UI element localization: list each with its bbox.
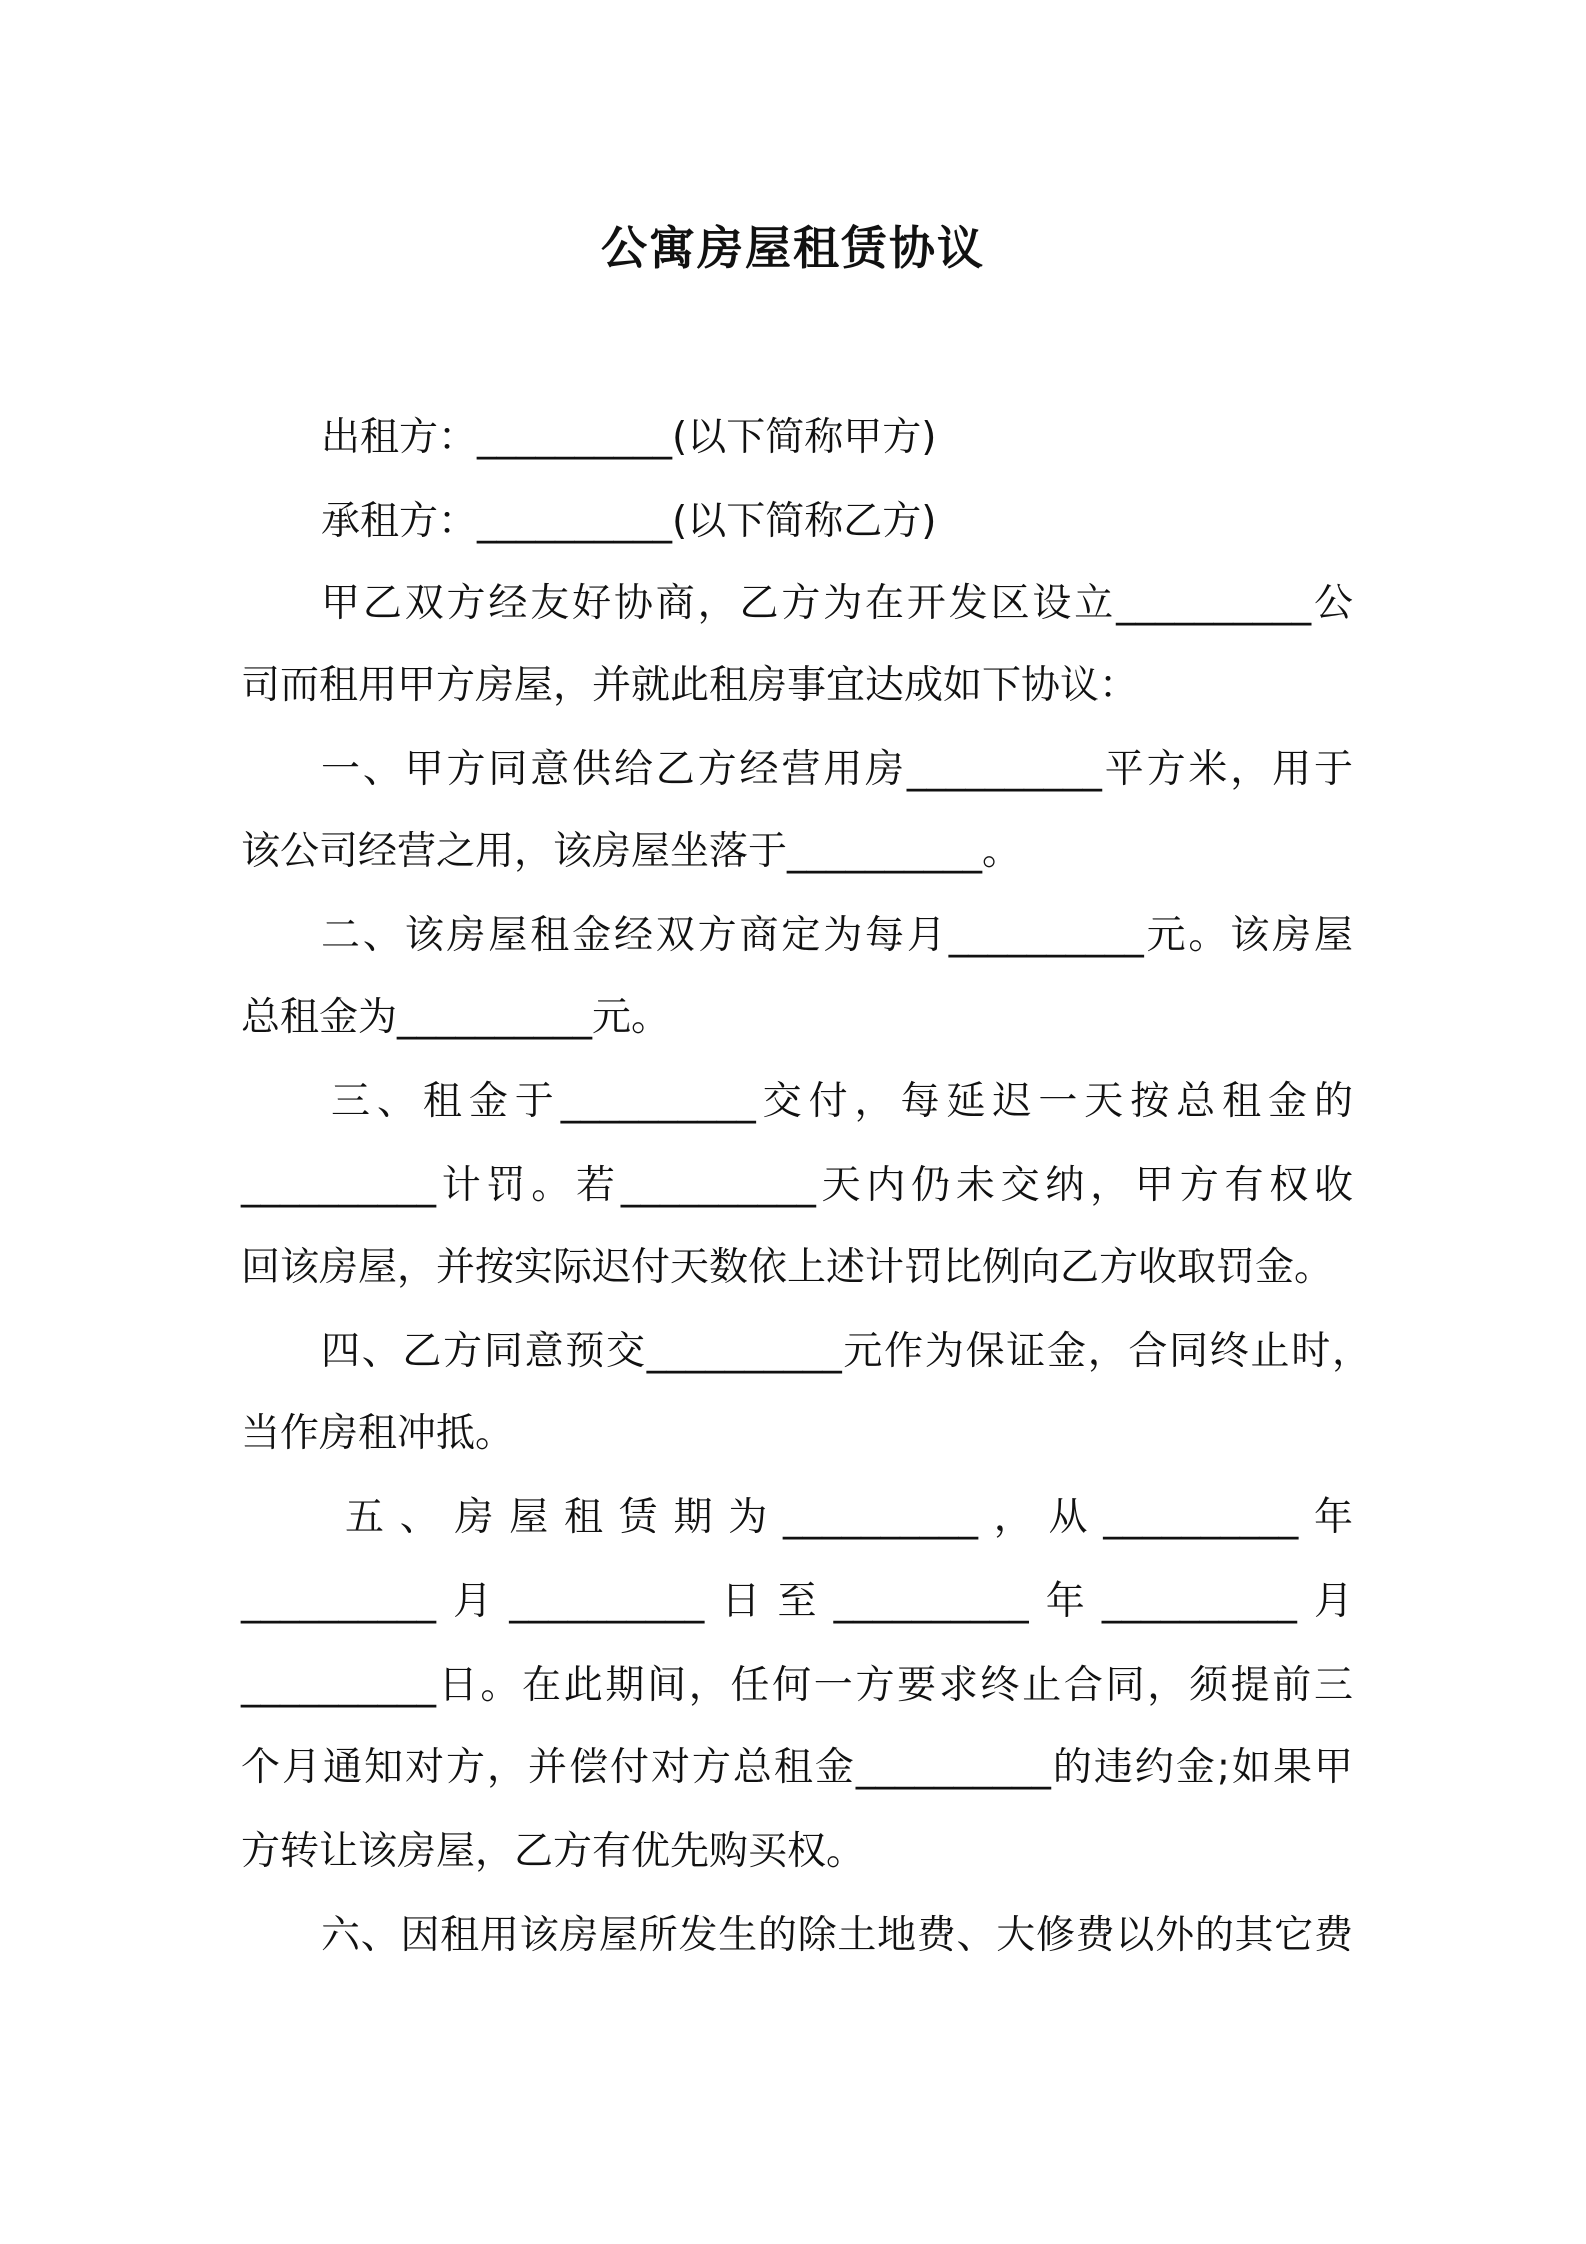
lessee-line: 承租方：__________(以下简称乙方)	[321, 499, 937, 544]
clause-5-line-3: __________日。在此期间，任何一方要求终止合同，须提前三	[241, 1663, 1353, 1708]
intro-line-2: 司而租用甲方房屋，并就此租房事宜达成如下协议：	[241, 663, 1139, 708]
intro-line-1: 甲乙双方经友好协商，乙方为在开发区设立__________公	[321, 581, 1353, 626]
clause-5-line-1: 五、房屋租赁期为__________，从__________年	[345, 1495, 1353, 1540]
clause-5-line-5: 方转让该房屋，乙方有优先购买权。	[241, 1829, 866, 1874]
clause-1-line-1: 一、甲方同意供给乙方经营用房__________平方米，用于	[321, 747, 1353, 792]
document-title: 公寓房屋租赁协议	[601, 221, 985, 275]
clause-3-line-2: __________计罚。若__________天内仍未交纳，甲方有权收	[241, 1163, 1353, 1208]
clause-4-line-1: 四、乙方同意预交__________元作为保证金，合同终止时，	[321, 1329, 1371, 1374]
clause-5-line-2: __________月__________日至__________年__________月	[241, 1579, 1353, 1624]
clause-4-line-2: 当作房租冲抵。	[241, 1411, 515, 1456]
clause-2-line-2: 总租金为__________元。	[241, 995, 671, 1040]
clause-6-line-1: 六、因租用该房屋所发生的除土地费、大修费以外的其它费	[321, 1913, 1353, 1958]
clause-3-line-1: 三、租金于__________交付，每延迟一天按总租金的	[331, 1079, 1353, 1124]
clause-1-line-2: 该公司经营之用，该房屋坐落于__________。	[241, 829, 1022, 874]
clause-5-line-4: 个月通知对方，并偿付对方总租金__________的违约金;如果甲	[241, 1745, 1353, 1790]
clause-2-line-1: 二、该房屋租金经双方商定为每月__________元。该房屋	[321, 913, 1353, 958]
lessor-line: 出租方：__________(以下简称甲方)	[321, 415, 937, 460]
clause-3-line-3: 回该房屋，并按实际迟付天数依上述计罚比例向乙方收取罚金。	[241, 1245, 1334, 1290]
